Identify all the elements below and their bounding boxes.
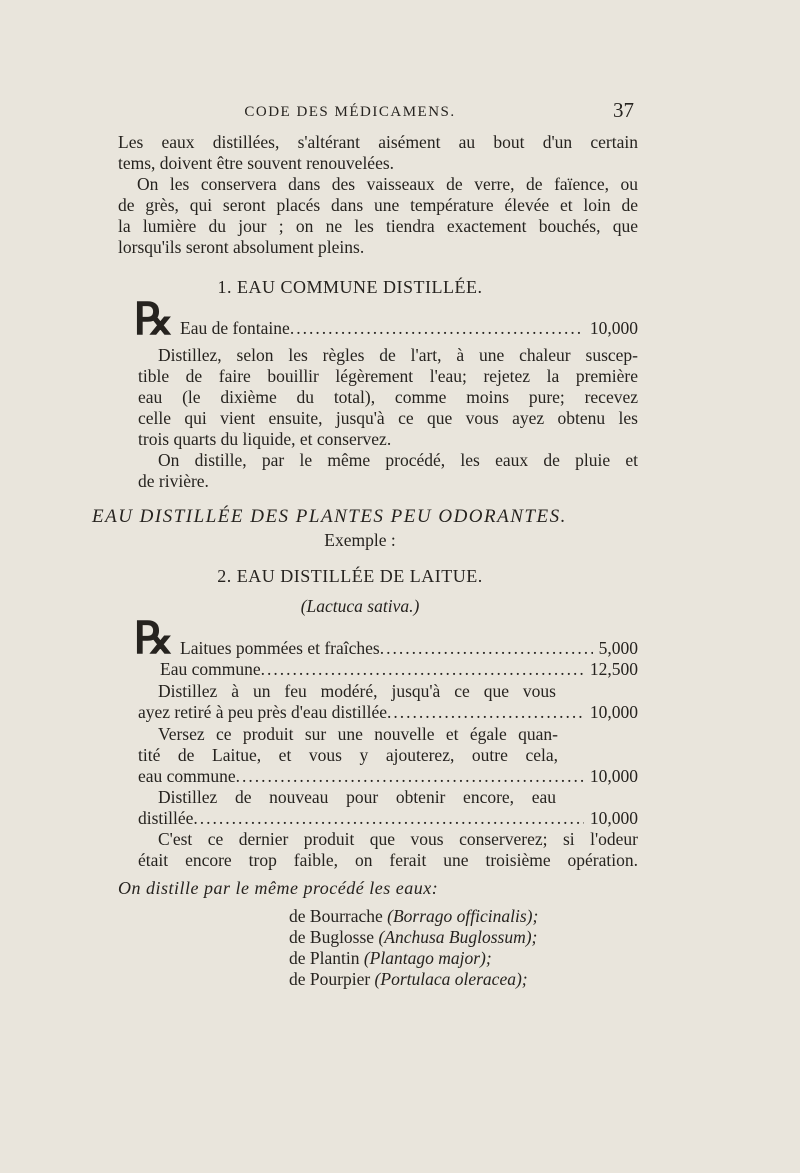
- body-line: celle qui vient ensuite, jusqu'à ce que vous ayez obtenu les: [138, 408, 638, 428]
- body-line: C'est ce dernier produit que vous conserverez; si l'odeur: [158, 829, 638, 849]
- plant-name: de Buglosse: [289, 927, 375, 947]
- body-line: de rivière.: [138, 471, 209, 491]
- section-heading: 1. EAU COMMUNE DISTILLÉE.: [217, 277, 483, 297]
- leader-dots: [193, 808, 583, 829]
- ingredient-name: distillée: [138, 808, 194, 828]
- intro-line: Les eaux distillées, s'altérant aisément au bout d'un certain: [118, 132, 638, 152]
- page-number: 37: [613, 98, 634, 122]
- group-subheading: Exemple :: [324, 530, 396, 550]
- intro-line: lorsqu'ils seront absolument pleins.: [118, 237, 365, 257]
- plant-list-item: [289, 906, 538, 927]
- leader-dots: [380, 638, 593, 659]
- plant-name: de Bourrache: [289, 906, 383, 926]
- ingredient-row: [180, 638, 638, 659]
- ingredient-qty: 10,000: [589, 808, 638, 828]
- body-line: On distille, par le même procédé, les eaux de pluie et: [158, 450, 638, 470]
- body-line: tité de Laitue, et vous y ajouterez, outre cela,: [138, 745, 558, 765]
- body-line: était encore trop faible, on ferait une troisième opération.: [138, 850, 638, 870]
- ingredient-row: [160, 659, 638, 680]
- latin-name: (Lactuca sativa.): [300, 596, 420, 616]
- body-line: Versez ce produit sur une nouvelle et égale quan-: [158, 724, 558, 744]
- ingredient-name: Eau commune: [160, 659, 261, 679]
- also-intro: On distille par le même procédé les eaux:: [118, 878, 439, 898]
- ingredient-name: ayez retiré à peu près d'eau distillée: [138, 702, 387, 722]
- ingredient-row: [180, 318, 638, 339]
- plant-latin: (Portulaca oleracea);: [374, 969, 528, 989]
- leader-dots: [236, 766, 584, 787]
- body-line: tible de faire bouillir légèrement l'eau; rejetez la première: [138, 366, 638, 386]
- ingredient-qty: 10,000: [589, 318, 638, 338]
- ingredient-name: eau commune: [138, 766, 236, 786]
- group-heading: EAU DISTILLÉE DES PLANTES PEU ODORANTES.: [92, 506, 567, 527]
- ingredient-qty: 10,000: [589, 766, 638, 786]
- plant-name: de Pourpier: [289, 969, 371, 989]
- ingredient-name: Laitues pommées et fraîches: [180, 638, 380, 658]
- plant-list-item: [289, 948, 492, 969]
- body-line: eau (le dixième du total), comme moins pure; recevez: [138, 387, 638, 407]
- leader-dots: [261, 659, 584, 680]
- intro-line: la lumière du jour ; on ne les tiendra exactement bouchés, que: [118, 216, 638, 236]
- body-line: Distillez, selon les règles de l'art, à une chaleur suscep-: [158, 345, 638, 365]
- ingredient-row: [138, 808, 638, 829]
- plant-list-item: [289, 927, 537, 948]
- section-heading: 2. EAU DISTILLÉE DE LAITUE.: [217, 566, 483, 586]
- ingredient-row: [138, 766, 638, 787]
- ingredient-name: Eau de fontaine: [180, 318, 290, 338]
- body-line: Distillez à un feu modéré, jusqu'à ce que vous: [158, 681, 556, 701]
- ingredient-qty: 10,000: [589, 702, 638, 722]
- intro-line: de grès, qui seront placés dans une température élevée et loin de: [118, 195, 638, 215]
- recipe-symbol-icon: ℞: [134, 295, 170, 344]
- ingredient-qty: 5,000: [598, 638, 638, 658]
- plant-name: de Plantin: [289, 948, 360, 968]
- intro-line: tems, doivent être souvent renouvelées.: [118, 153, 395, 173]
- leader-dots: [387, 702, 584, 723]
- plant-latin: (Anchusa Buglossum);: [378, 927, 538, 947]
- plant-latin: (Borrago officinalis);: [387, 906, 539, 926]
- ingredient-qty: 12,500: [589, 659, 638, 679]
- running-title: CODE DES MÉDICAMENS.: [244, 104, 456, 120]
- leader-dots: [290, 318, 584, 339]
- plant-latin: (Plantago major);: [363, 948, 492, 968]
- body-line: Distillez de nouveau pour obtenir encore, eau: [158, 787, 556, 807]
- plant-list-item: [289, 969, 528, 990]
- ingredient-row: [138, 702, 638, 723]
- recipe-symbol-icon: ℞: [134, 614, 170, 663]
- body-line: trois quarts du liquide, et conservez.: [138, 429, 392, 449]
- intro-line: On les conservera dans des vaisseaux de verre, de faïence, ou: [137, 174, 638, 194]
